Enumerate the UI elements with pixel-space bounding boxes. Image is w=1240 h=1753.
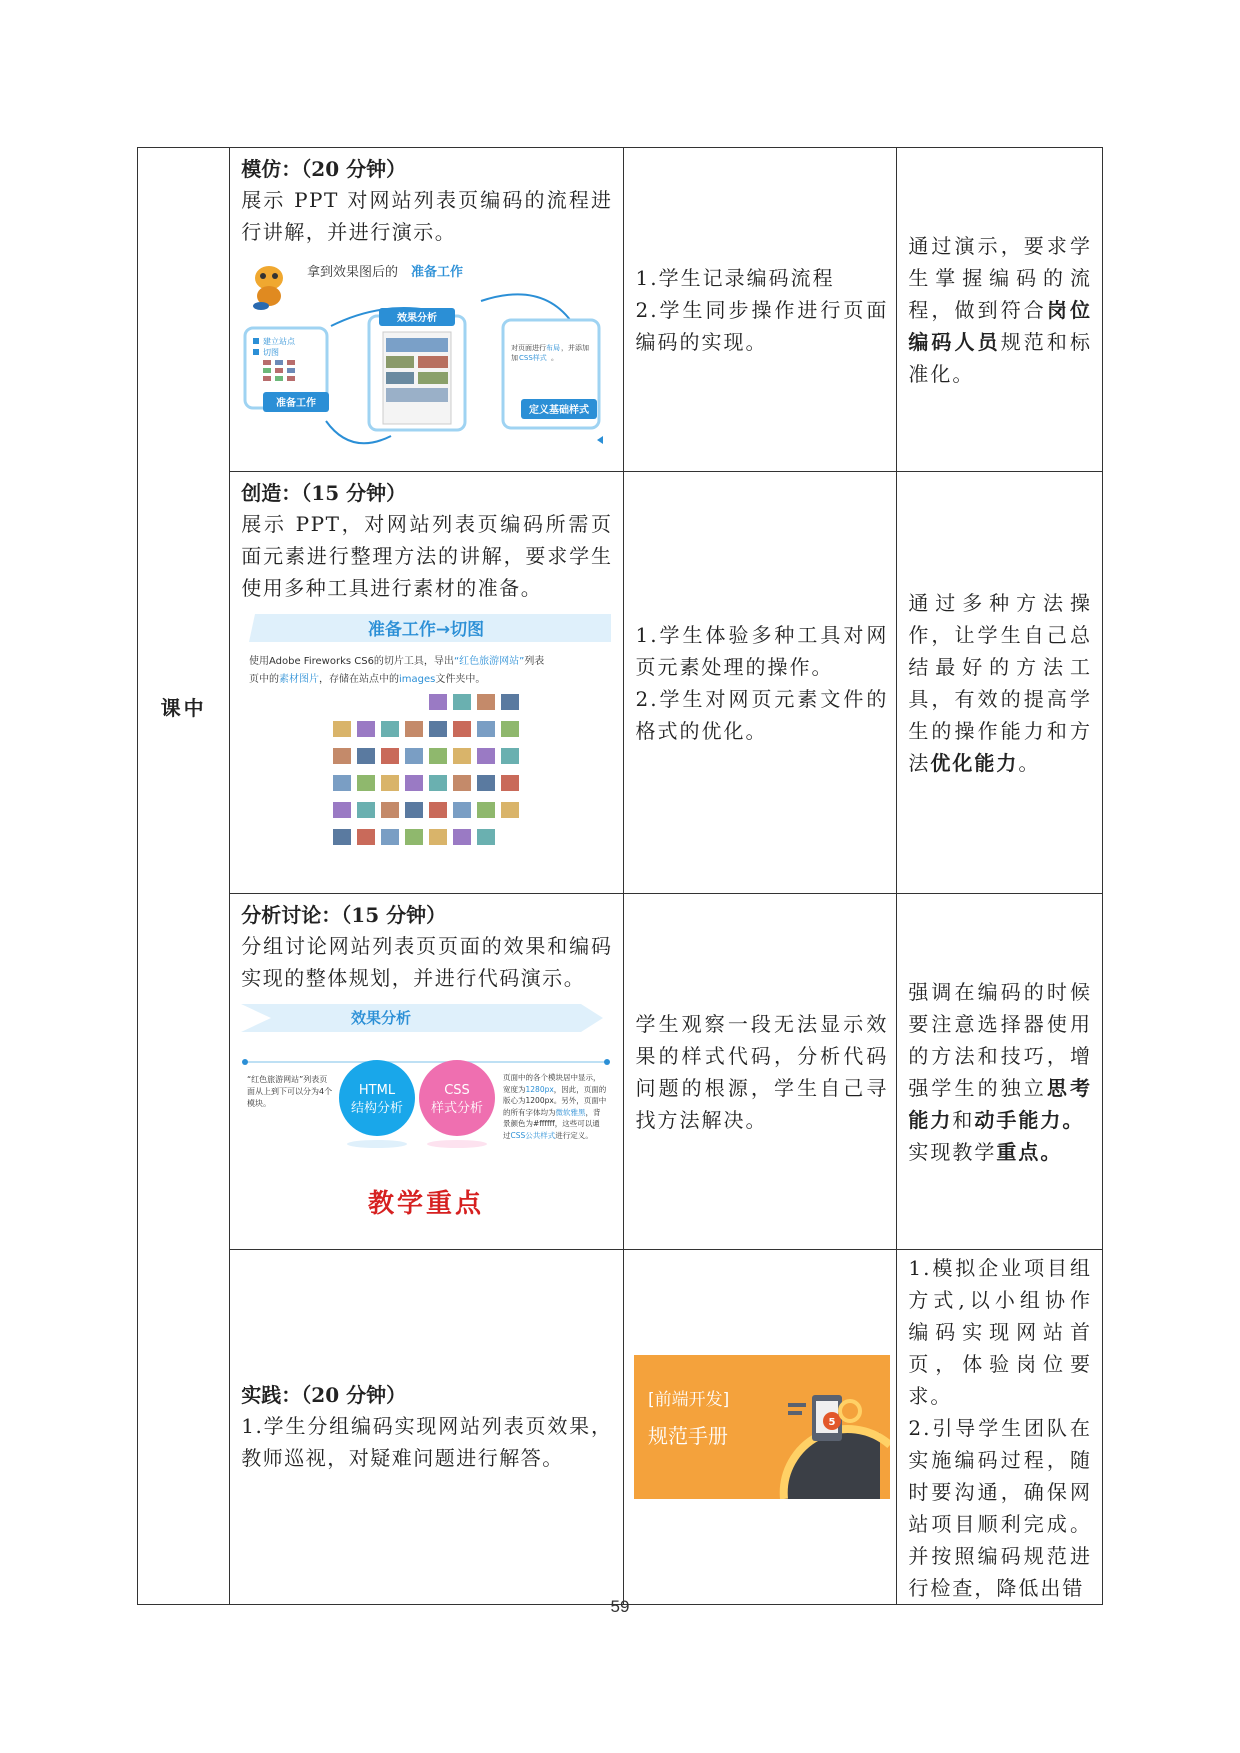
image-thumbnail (333, 775, 351, 791)
intent-bold: 岗位编码人员 (908, 297, 1092, 354)
slicing-figure (241, 612, 611, 862)
content-cell (230, 1250, 623, 1605)
intent-cell (897, 1250, 1103, 1605)
stage-cell (138, 148, 230, 1605)
image-thumbnail (333, 802, 351, 818)
slicing-line1-b: “红色旅游网站” (454, 656, 525, 667)
analysis-right-g: 进行定义。 (555, 1130, 594, 1140)
handbook-figure (634, 1355, 890, 1499)
analysis-right-e: ，背景颜色为#ffffff，这些可以通过 (503, 1107, 601, 1140)
image-thumbnail (501, 748, 519, 764)
workflow-figure (241, 256, 611, 466)
phase-title: 分析讨论：（15 分钟） (241, 903, 447, 927)
intent-text: 强调在编码的时候要注意选择器使用的方法和技巧，增强学生的独立 (908, 979, 1092, 1100)
table-row (138, 472, 1103, 894)
intent-cell (897, 148, 1103, 472)
stage-label: 课中 (160, 695, 207, 720)
svg-text:使用Adobe Fireworks CS6的切片工具，导出“ (249, 654, 544, 667)
image-thumbnail (477, 721, 495, 737)
left-item-1: 建立站点 (263, 337, 296, 346)
right-text-d: CSS样式 (519, 354, 548, 362)
image-thumbnail (381, 775, 399, 791)
html-label-1: HTML (359, 1083, 396, 1098)
figure-title-highlight: 准备工作 (411, 265, 464, 280)
image-thumbnail (381, 721, 399, 737)
slicing-line1-c: 列表 (524, 656, 545, 667)
analysis-right-d: 微软雅黑 (555, 1107, 586, 1117)
analysis-figure (241, 1002, 611, 1232)
right-text-a: 对页面进行 (511, 344, 547, 352)
slicing-line2-d: images (399, 674, 436, 685)
image-thumbnail (453, 802, 471, 818)
image-thumbnail (357, 775, 375, 791)
image-thumbnail (357, 829, 375, 845)
image-thumbnail (405, 721, 423, 737)
intent-text: 。 (1018, 750, 1041, 775)
table-row (138, 148, 1103, 472)
analysis-right-f: CSS公共样式 (510, 1130, 556, 1140)
image-thumbnail (357, 721, 375, 737)
phase-title: 实践：（20 分钟） (241, 1383, 407, 1407)
image-thumbnail (429, 721, 447, 737)
analysis-banner: 效果分析 (351, 1009, 412, 1027)
css-label-2: 样式分析 (431, 1101, 484, 1116)
intent-bold: 思考能力 (908, 1075, 1092, 1132)
image-thumbnail (477, 694, 495, 710)
image-thumbnail (453, 748, 471, 764)
image-thumbnail (429, 829, 447, 845)
svg-text:页中的素材图片，存储在站点中的images文件夹中。 (249, 672, 485, 685)
intent-text: 通过多种方法操作，让学生自己总结最好的方法工具，有效的提高学生的操作能力和方法 (908, 590, 1092, 775)
right-text-b: 布局 (546, 344, 561, 352)
left-tag: 准备工作 (276, 398, 317, 409)
slicing-line2-e: 文件夹中。 (435, 674, 486, 685)
phase-title: 模仿：（20 分钟） (241, 157, 407, 181)
slicing-line1-a: 使用Adobe Fireworks CS6的切片工具，导出 (249, 656, 455, 667)
image-thumbnail (429, 802, 447, 818)
table-row (138, 1250, 1103, 1605)
activity-line: 2.学生同步操作进行页面编码的实现。 (635, 297, 889, 354)
activity-cell (623, 148, 897, 472)
activity-line: 1.学生记录编码流程 (635, 265, 835, 290)
mascot-icon (253, 266, 283, 310)
analysis-left-text: “红色旅游网站”列表页面从上到下可以分为4个模块。 (247, 1075, 333, 1108)
intent-cell (897, 472, 1103, 894)
page-number: 59 (610, 1597, 630, 1616)
phase-description: 1.学生分组编码实现网站列表页效果，教师巡视，对疑难问题进行解答。 (241, 1414, 613, 1470)
table-row (138, 894, 1103, 1250)
image-thumbnail (429, 694, 447, 710)
svg-text:加: 加 (511, 354, 519, 362)
analysis-right-b: 1280px (525, 1084, 555, 1094)
image-thumbnail (501, 721, 519, 737)
right-text-e: 。 (551, 354, 559, 362)
image-thumbnail (405, 748, 423, 764)
image-thumbnail (477, 748, 495, 764)
figure-title-prefix: 拿到效果图后的 (307, 265, 399, 280)
content-cell (230, 894, 623, 1250)
image-thumbnail (429, 775, 447, 791)
image-thumbnail (501, 694, 519, 710)
content-cell (230, 472, 623, 894)
image-thumbnail (477, 802, 495, 818)
teaching-key-point: 教学重点 (368, 1189, 485, 1219)
intent-bold: 重点。 (996, 1139, 1063, 1164)
intent-text: 实现教学 (908, 1139, 997, 1164)
handbook-tag: [前端开发] (647, 1390, 729, 1410)
activity-line: 1.学生体验多种工具对网页元素处理的操作。 (635, 622, 889, 679)
phase-description: 展示 PPT，对网站列表页编码所需页面元素进行整理方法的讲解，要求学生使用多种工具进行素材的准备。 (241, 512, 613, 600)
image-thumbnail (333, 829, 351, 845)
image-thumbnail (501, 802, 519, 818)
left-item-2: 切图 (263, 348, 280, 357)
analysis-right-a: 页面中的各个模块居中显示，宽度为 (503, 1073, 601, 1094)
activity-line: 学生观察一段无法显示效果的样式代码，分析代码问题的根源，学生自己寻找方法解决。 (635, 1011, 889, 1132)
image-thumbnail (477, 829, 495, 845)
phase-title: 创造：（15 分钟） (241, 481, 407, 505)
image-thumbnail (453, 829, 471, 845)
slicing-line2-b: 素材图片 (279, 674, 320, 685)
phase-description: 分组讨论网站列表页页面的效果和编码实现的整体规划，并进行代码演示。 (241, 934, 613, 990)
intent-text: 规范和标准化。 (908, 329, 1092, 386)
handbook-title: 规范手册 (647, 1424, 728, 1448)
slicing-banner: 准备工作→切图 (368, 620, 485, 640)
image-thumbnail (429, 748, 447, 764)
image-thumbnail (453, 721, 471, 737)
html-label-2: 结构分析 (351, 1101, 404, 1116)
analysis-right-c: ，因此，页面的版心为1200px。另外，页面中的所有字体均为 (503, 1084, 607, 1117)
css-label-1: CSS (444, 1083, 471, 1098)
slicing-line2-c: ，存储在站点中的 (319, 674, 400, 685)
intent-bold: 优化能力 (930, 750, 1019, 775)
image-thumbnail (381, 802, 399, 818)
lesson-plan-table (137, 147, 1103, 1605)
intent-bold: 动手能力。 (974, 1107, 1085, 1132)
image-thumbnail (501, 775, 519, 791)
html5-badge: 5 (828, 1417, 835, 1428)
image-thumbnail (357, 748, 375, 764)
activity-cell (623, 894, 897, 1250)
intent-text: 和 (952, 1107, 975, 1132)
image-thumbnail (405, 802, 423, 818)
image-thumbnail (405, 775, 423, 791)
intent-line: 1.模拟企业项目组方式,以小组协作编码实现网站首页，体验岗位要求。 (908, 1256, 1092, 1408)
slicing-line2-a: 页中的 (249, 674, 280, 685)
right-text-c: ，并添加 (561, 344, 590, 352)
right-tag: 定义基础样式 (529, 405, 590, 416)
image-thumbnail (453, 775, 471, 791)
image-thumbnail (453, 694, 471, 710)
image-thumbnail (381, 829, 399, 845)
image-thumbnail (405, 829, 423, 845)
image-thumbnail (333, 721, 351, 737)
mid-tag: 效果分析 (397, 313, 438, 324)
image-thumbnail (477, 775, 495, 791)
image-thumbnail (357, 802, 375, 818)
image-thumbnail (333, 748, 351, 764)
intent-line: 2.引导学生团队在实施编码过程，随时要沟通，确保网站项目顺利完成。并按照编码规范进行检查，降低出错 (908, 1416, 1092, 1600)
intent-text: 通过演示，要求学生掌握编码的流程，做到符合 (908, 233, 1092, 322)
intent-cell (897, 894, 1103, 1250)
phase-description: 展示 PPT 对网站列表页编码的流程进行讲解，并进行演示。 (241, 188, 613, 244)
figure-cell (623, 1250, 897, 1605)
image-thumbnail (381, 748, 399, 764)
activity-cell (623, 472, 897, 894)
content-cell (230, 148, 623, 472)
activity-line: 2.学生对网页元素文件的格式的优化。 (635, 686, 889, 743)
thumbnail-grid (333, 694, 519, 845)
